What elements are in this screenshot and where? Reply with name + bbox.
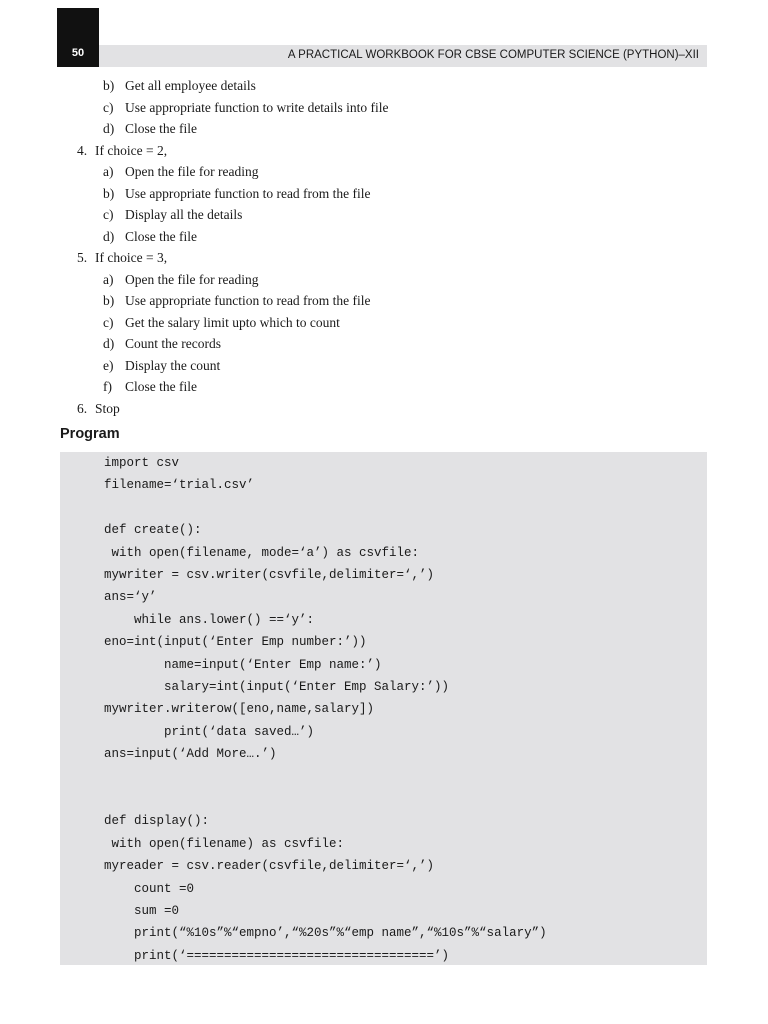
code-line: mywriter = csv.writer(csvfile,delimiter=‘,’) <box>104 568 435 582</box>
step-label: 4. <box>77 142 88 158</box>
code-line: filename=‘trial.csv’ <box>104 478 255 493</box>
step-item <box>0 140 768 162</box>
sub-step-item <box>0 290 768 312</box>
step-text: Close the file <box>125 228 197 244</box>
code-line: count =0 <box>104 881 195 896</box>
step-label: f) <box>103 379 112 394</box>
code-line: mywriter.writerow([eno,name,salary]) <box>104 702 375 717</box>
step-label: 5. <box>77 250 88 265</box>
step-label: b) <box>103 78 115 93</box>
sub-step-item <box>0 97 768 119</box>
sub-step-item <box>0 161 768 183</box>
step-label: b) <box>103 185 115 201</box>
step-label: c) <box>103 99 114 115</box>
code-line: ans=input(‘Add More….’) <box>104 747 277 762</box>
step-label: d) <box>103 228 115 244</box>
code-line: import csv <box>104 456 180 470</box>
step-label: 6. <box>77 400 88 416</box>
code-line: name=input(‘Enter Emp name:’) <box>104 657 382 672</box>
step-label: a) <box>103 271 114 287</box>
step-text: If choice = 2, <box>95 142 168 158</box>
sub-step-item <box>0 118 768 140</box>
step-text: Use appropriate function to write details into file <box>125 99 389 115</box>
code-line: with open(filename) as csvfile: <box>104 836 345 851</box>
step-text: Use appropriate function to read from the file <box>125 185 371 201</box>
step-text: Get the salary limit upto which to count <box>125 314 340 330</box>
page-number-box <box>57 8 99 67</box>
step-text: Display the count <box>125 357 221 373</box>
step-text: Count the records <box>125 336 221 351</box>
code-line: print(‘=================================’) <box>104 948 450 963</box>
sub-step-item <box>0 333 768 355</box>
program-heading: Program <box>60 426 120 442</box>
code-block <box>60 452 707 965</box>
step-text: Display all the details <box>125 207 243 222</box>
step-label: e) <box>103 357 114 373</box>
sub-step-item <box>0 355 768 377</box>
step-text: Get all employee details <box>125 78 256 93</box>
sub-step-item <box>0 75 768 97</box>
sub-step-item <box>0 204 768 226</box>
page-number: 50 <box>71 47 85 59</box>
code-line: eno=int(input(‘Enter Emp number:’)) <box>104 635 367 650</box>
step-text: Open the file for reading <box>125 164 259 179</box>
step-item <box>0 398 768 420</box>
code-line: ans=‘y’ <box>104 590 157 605</box>
step-label: d) <box>103 121 115 136</box>
running-header <box>99 45 707 67</box>
sub-step-item <box>0 376 768 398</box>
code-line: myreader = csv.reader(csvfile,delimiter=‘,’) <box>104 859 435 874</box>
step-label: c) <box>103 314 114 330</box>
step-text: If choice = 3, <box>95 250 168 265</box>
code-line: sum =0 <box>104 904 180 918</box>
step-text: Close the file <box>125 379 197 394</box>
sub-step-item <box>0 183 768 205</box>
step-text: Stop <box>95 400 120 416</box>
code-line: while ans.lower() ==‘y’: <box>104 612 315 627</box>
step-text: Use appropriate function to read from the file <box>125 293 371 308</box>
running-header-title: A PRACTICAL WORKBOOK FOR CBSE COMPUTER SCIENCE (PYTHON)–XII <box>287 49 699 61</box>
code-line: def display(): <box>104 814 210 829</box>
step-text: Open the file for reading <box>125 271 259 287</box>
code-line: salary=int(input(‘Enter Emp Salary:’)) <box>104 680 450 694</box>
sub-step-item <box>0 269 768 291</box>
step-text: Close the file <box>125 121 197 136</box>
code-line: def create(): <box>104 523 202 538</box>
code-line: with open(filename, mode=‘a’) as csvfile: <box>104 545 420 560</box>
step-label: b) <box>103 293 115 308</box>
step-item <box>0 247 768 269</box>
step-label: d) <box>103 336 115 351</box>
sub-step-item <box>0 226 768 248</box>
code-line: print(“%10s”%“empno’,“%20s”%“emp name”,“%10s”%“salary”) <box>104 926 547 941</box>
code-line: print(‘data saved…’) <box>104 724 315 739</box>
sub-step-item <box>0 312 768 334</box>
step-label: a) <box>103 164 114 179</box>
step-label: c) <box>103 207 114 222</box>
algorithm-steps <box>0 75 768 419</box>
